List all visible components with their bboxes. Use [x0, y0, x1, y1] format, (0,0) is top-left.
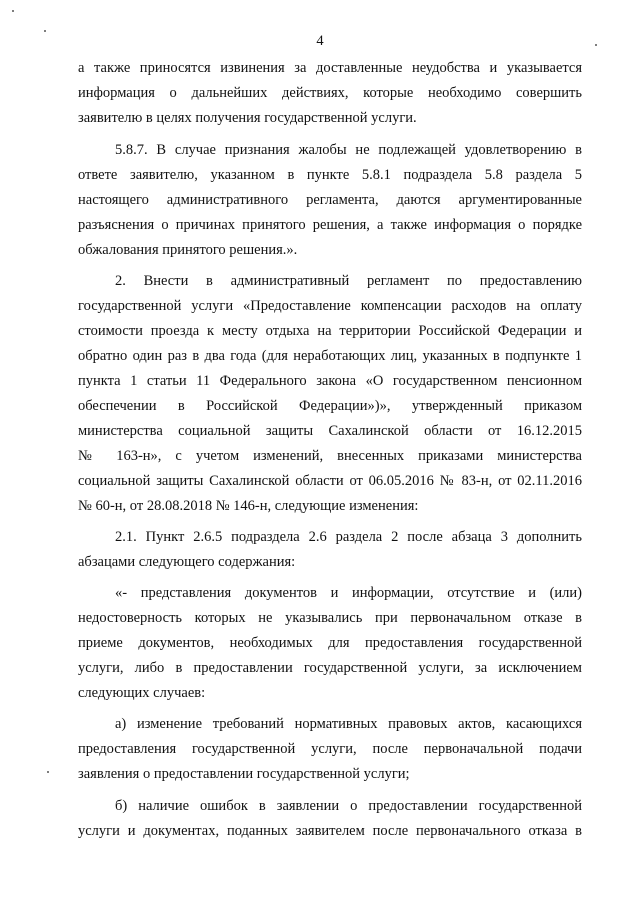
text-line: обратно один раз в два года (для неработающих лиц, указанных в подпункте 1 [78, 348, 582, 364]
page-number: 4 [316, 33, 324, 49]
text-line: пункта 1 статьи 11 Федерального закона «О государственном пенсионном [78, 373, 582, 389]
text-line: обеспечении в Российской Федерации»)», утвержденный приказом [78, 398, 582, 414]
text-line: заявления о предоставлении государственной услуги; [78, 766, 410, 782]
scan-speck [12, 10, 14, 12]
text-line: настоящего административного регламента, даются аргументированные [78, 192, 582, 208]
text-line: разъяснения о причинах принятого решения, а также информация о порядке [78, 217, 582, 233]
text-line: 5.8.7. В случае признания жалобы не подлежащей удовлетворению в [115, 142, 582, 158]
text-line: «- представления документов и информации, отсутствие и (или) [115, 585, 582, 601]
text-line: абзацами следующего содержания: [78, 554, 296, 570]
text-line: обжалования принятого решения.». [78, 242, 298, 258]
text-line: 2.1. Пункт 2.6.5 подраздела 2.6 раздела 2 после абзаца 3 дополнить [115, 529, 582, 545]
scan-speck [47, 771, 49, 773]
text-line: № 163-н», с учетом изменений, внесенных приказами министерства [78, 448, 582, 464]
text-line: 2. Внести в административный регламент по предоставлению [115, 273, 582, 289]
text-line: заявителю в целях получения государственной услуги. [78, 110, 417, 126]
text-line: а также приносятся извинения за доставленные неудобства и указывается [78, 60, 582, 76]
text-line: министерства социальной защиты Сахалинской области от 16.12.2015 [78, 423, 582, 439]
text-line: ответе заявителю, указанном в пункте 5.8.1 подраздела 5.8 раздела 5 [78, 167, 582, 183]
text-line: стоимости проезда к месту отдыха на территории Российской Федерации и [78, 323, 582, 339]
text-line: государственной услуги «Предоставление компенсации расходов на оплату [78, 298, 582, 314]
text-line: а) изменение требований нормативных правовых актов, касающихся [115, 716, 582, 732]
text-line: услуги, либо в предоставлении государственной услуги, за исключением [78, 660, 582, 676]
text-line: предоставления государственной услуги, после первоначальной подачи [78, 741, 582, 757]
text-line: социальной защиты Сахалинской области от 06.05.2016 № 83-н, от 02.11.2016 [78, 473, 582, 489]
text-line: б) наличие ошибок в заявлении о предоставлении государственной [115, 798, 582, 814]
text-line: № 60-н, от 28.08.2018 № 146-н, следующие изменения: [78, 498, 419, 514]
text-line: информация о дальнейших действиях, которые необходимо совершить [78, 85, 582, 101]
text-line: недостоверность которых не указывались при первоначальном отказе в [78, 610, 582, 626]
text-line: приеме документов, необходимых для предоставления государственной [78, 635, 582, 651]
scan-speck [44, 30, 46, 32]
scan-speck [595, 44, 597, 46]
text-line: услуги и документах, поданных заявителем после первоначального отказа в [78, 823, 582, 839]
text-line: следующих случаев: [78, 685, 206, 701]
